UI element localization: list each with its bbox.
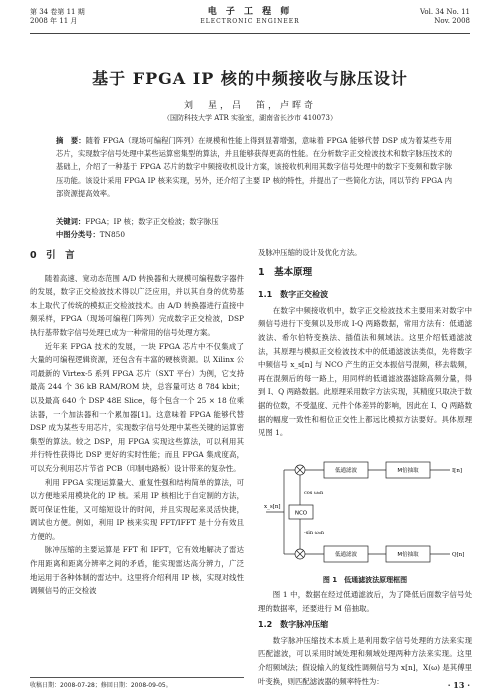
intro-continuation: 及脉冲压缩的设计及优化方法。 — [258, 248, 362, 257]
right-column-lower — [258, 588, 472, 688]
classification — [56, 230, 452, 240]
section-heading-intro: 0 引 言 — [30, 250, 75, 261]
decimator-top-label: M倍抽取 — [397, 468, 419, 474]
intro-paragraph-4: 脉冲压缩的主要运算是 FFT 和 IFFT，它有效地解决了雷达作用距离和距离分辨率之间的矛盾，能实现雷达高分辨力，广泛地运用于各种体制的雷达中。这里将介绍利用 IP 核，实现对线性调频信号的正交检波 — [30, 545, 244, 596]
section-heading-principle: 1 基本原理 — [258, 266, 313, 278]
header-rule — [30, 33, 470, 34]
cos-label: cos ω₀n — [304, 490, 324, 496]
abstract-text: 随着 FPGA（现场可编程门阵列）在规模和性能上得到显著增强，意味着 FPGA 能够代替 DSP 成为着某些专用芯片，实现数字信号处理中某些运算密集型的算法，并且能够获得更高的性能。在分析数字正交检波技术和数字脉压技术的基础上，介绍了一种基于 FPGA 芯片的数字中频接收机设计方案，该接收机利用其数字信号处理中的数字下变频和数字脉压功能。该设计采用 FPGA IP 核来实现，另外，还介绍了主要 IP 核的特性，并提出了一些简化方法，同以节约 FPGA 内部资源提高效率。 — [56, 136, 453, 198]
intro-paragraph-3: 利用 FPGA 实现运算量大、重复性强和结构简单的算法，可以方便地采用模块化的 IP 核。采用 IP 核相比于自定制的方法，既可保证性能，又可缩短设计的时间，并且实现起来灵活快捷，调试也方便。例如，利用 IP 核来实现 FFT/IFFT 是十分有效且方便的。 — [30, 477, 244, 541]
header-right — [420, 8, 470, 26]
journal-name-en: ELECTRONIC ENGINEER — [200, 18, 300, 25]
affiliation: （国防科技大学 ATR 实验室，湖南省长沙市 410073） — [162, 114, 337, 122]
principle-paragraph-2: 图 1 中，数据在经过低通滤波后，为了降低后面数字信号处理的数据率，还要进行 M 倍抽取。 — [258, 590, 472, 613]
header-center — [30, 8, 470, 26]
intro-paragraph-2: 近年来 FPGA 技术的发展，一块 FPGA 芯片中不仅集成了大量的可编程逻辑资源，还包含有丰富的硬核资源。以 Xilinx 公司最新的 Virtex-5 系列 FPGA 芯片（SXT 平台）为例，它支持最高 244 个 36 kB RAM/ROM 块，总容量可达 8 784 kbit；以及最高 640 个 DSP 48E Slice，每个包含一个 25 × 18 位乘法器，一个加法器和一个累加器[1]。这意味着 FPGA 能够代替 DSP 成为某些专用芯片，实现数字信号处理中某些关键的运算密集型的算法。较之 DSP，用 FPGA 实现这些算法，可以利用其并行特性获得比 DSP 更好的实时性能；而且 FPGA 集成度高，可以充分利用芯片节省 PCB（印制电路板）设计带来的复杂性。 — [30, 341, 244, 473]
abstract — [56, 134, 452, 200]
volume-issue: 第 34 卷第 11 期 — [30, 8, 85, 16]
figure-1-block-diagram — [262, 456, 468, 568]
keywords-label: 关键词： — [56, 217, 86, 226]
classification-label: 中图分类号： — [56, 230, 100, 239]
principle-paragraph-3: 数字脉冲压缩技术本质上是利用数字信号处理的方法来实现匹配滤波，可以采用时域处理和频域处理两种方法来实现。这里介绍频域法；假设输入的复线性调频信号为 x[n]，X(ω) 是其傅里叶变换，则匹配滤波器的频率特性为： — [258, 635, 472, 686]
keywords-text: FPGA；IP 核；数字正交检波；数字脉压 — [85, 217, 219, 226]
output-i-label: I[n] — [452, 468, 463, 474]
subsection-heading-1-1: 1.1 数字正交检波 — [258, 290, 329, 300]
right-column — [258, 246, 472, 440]
intro-paragraph-1: 随着高速、宽动态范围 A/D 转换器和大规模可编程数字器件的发展，数字正交检波技术得以广泛应用，并以其自身的优势基本上取代了传统的模拟正交检波技术。由 A/D 转换器进行直接中频采样，FPGA（现场可编程门阵列）完成数字正交检波，DSP 执行基带数字信号处理已成为一种常用的信号处理方案。 — [30, 273, 244, 337]
footnote: 收稿日期：2008-07-28；修回日期：2008-09-05。 — [30, 677, 244, 689]
issue-date-en: Nov. 2008 — [434, 17, 470, 25]
sin-label: -sin ω₀n — [304, 530, 324, 536]
left-column — [30, 243, 244, 598]
figure-1-caption: 图 1 低通滤波法原理框图 — [322, 576, 408, 584]
page-header — [30, 6, 470, 36]
lpf-bottom-label: 低通滤波 — [334, 552, 358, 558]
issue-date: 2008 年 11 月 — [30, 17, 78, 25]
volume-issue-en: Vol. 34 No. 11 — [419, 8, 470, 16]
input-label: x_s[n] — [264, 504, 281, 510]
subsection-heading-1-2: 1.2 数字脉冲压缩 — [258, 620, 329, 630]
paper-title: 基于 FPGA IP 核的中频接收与脉压设计 — [92, 69, 408, 88]
authors: 刘 星，吕 笛，卢晖奇 — [183, 101, 316, 111]
journal-name-cn: 电 子 工 程 师 — [207, 7, 293, 17]
decimator-bottom-label: M倍抽取 — [397, 552, 419, 558]
keywords — [56, 217, 452, 227]
principle-paragraph-1: 在数字中频接收机中，数字正交检波技术主要用来对数字中频信号进行下变频以及形成 I-Q 两路数据，常用方法有：低通滤波法、希尔伯特变换法、插值法和频域法。这里介绍低通滤波法，其原理与模拟正交检波技术中的低通滤波法类似，先将数字中频信号 x_s[n] 与 NCO 产生的正交本振信号混频，移去载频，再在混频后的每一路上，用同样的低通滤波器滤除高频分量，得到 I、Q 两路数据。此原理采用数字方法实现，其精度只取决于数据的位数，不受温度、元件个体差异的影响，因此在 I、Q 两路数据的幅度一致性和相位正交性上都远比模拟方法要好。具体原理见图 1。 — [258, 305, 472, 438]
page-number: · 13 · — [447, 680, 470, 690]
lpf-top-label: 低通滤波 — [334, 468, 358, 474]
nco-label: NCO — [294, 510, 308, 517]
output-q-label: Q[n] — [452, 552, 465, 558]
classification-text: TN850 — [99, 230, 125, 239]
abstract-label: 摘 要： — [56, 136, 86, 145]
